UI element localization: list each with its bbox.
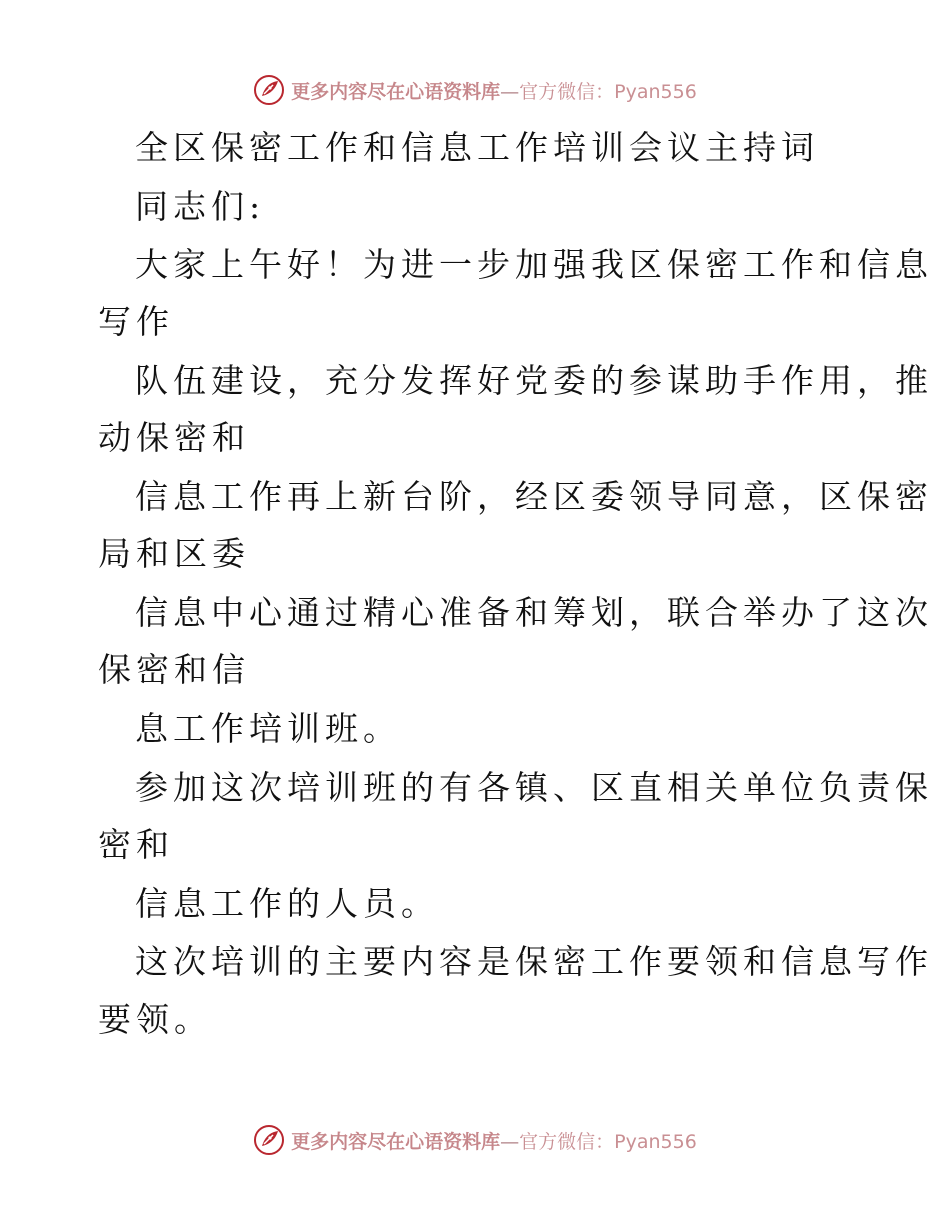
paragraph-line: 保密和信 bbox=[98, 650, 250, 689]
paragraph-line: 大家上午好！为进一步加强我区保密工作和信息 bbox=[135, 245, 933, 284]
paragraph-line: 信息中心通过精心准备和筹划，联合举办了这次 bbox=[135, 593, 933, 632]
footer-banner-separator: — bbox=[500, 1130, 520, 1153]
paragraph-line: 写作 bbox=[98, 302, 174, 341]
pen-nib-logo-icon bbox=[253, 74, 285, 106]
header-banner-text bbox=[291, 77, 697, 104]
footer-banner bbox=[0, 1120, 950, 1160]
paragraph-line: 息工作培训班。 bbox=[135, 709, 401, 748]
paragraph-line: 局和区委 bbox=[98, 534, 250, 573]
header-banner bbox=[0, 70, 950, 110]
footer-banner-wechat: 官方微信：Pyan556 bbox=[519, 1130, 697, 1153]
paragraph-line: 队伍建设，充分发挥好党委的参谋助手作用，推 bbox=[135, 361, 933, 400]
paragraph-line: 密和 bbox=[98, 825, 174, 864]
header-banner-wechat: 官方微信：Pyan556 bbox=[519, 80, 697, 103]
paragraph-line: 信息工作的人员。 bbox=[135, 884, 439, 923]
document-title: 全区保密工作和信息工作培训会议主持词 bbox=[135, 128, 819, 167]
paragraph-line: 参加这次培训班的有各镇、区直相关单位负责保 bbox=[135, 768, 933, 807]
paragraph-line: 这次培训的主要内容是保密工作要领和信息写作 bbox=[135, 942, 933, 981]
header-banner-slogan: 更多内容尽在心语资料库 bbox=[291, 80, 501, 103]
paragraph-line: 动保密和 bbox=[98, 418, 250, 457]
paragraph-line: 要领。 bbox=[98, 1000, 212, 1039]
document-greeting: 同志们: bbox=[135, 187, 266, 226]
footer-banner-slogan: 更多内容尽在心语资料库 bbox=[291, 1130, 501, 1153]
pen-nib-logo-icon bbox=[253, 1124, 285, 1156]
header-banner-separator: — bbox=[500, 80, 520, 103]
footer-banner-text bbox=[291, 1127, 697, 1154]
paragraph-line: 信息工作再上新台阶，经区委领导同意，区保密 bbox=[135, 477, 933, 516]
